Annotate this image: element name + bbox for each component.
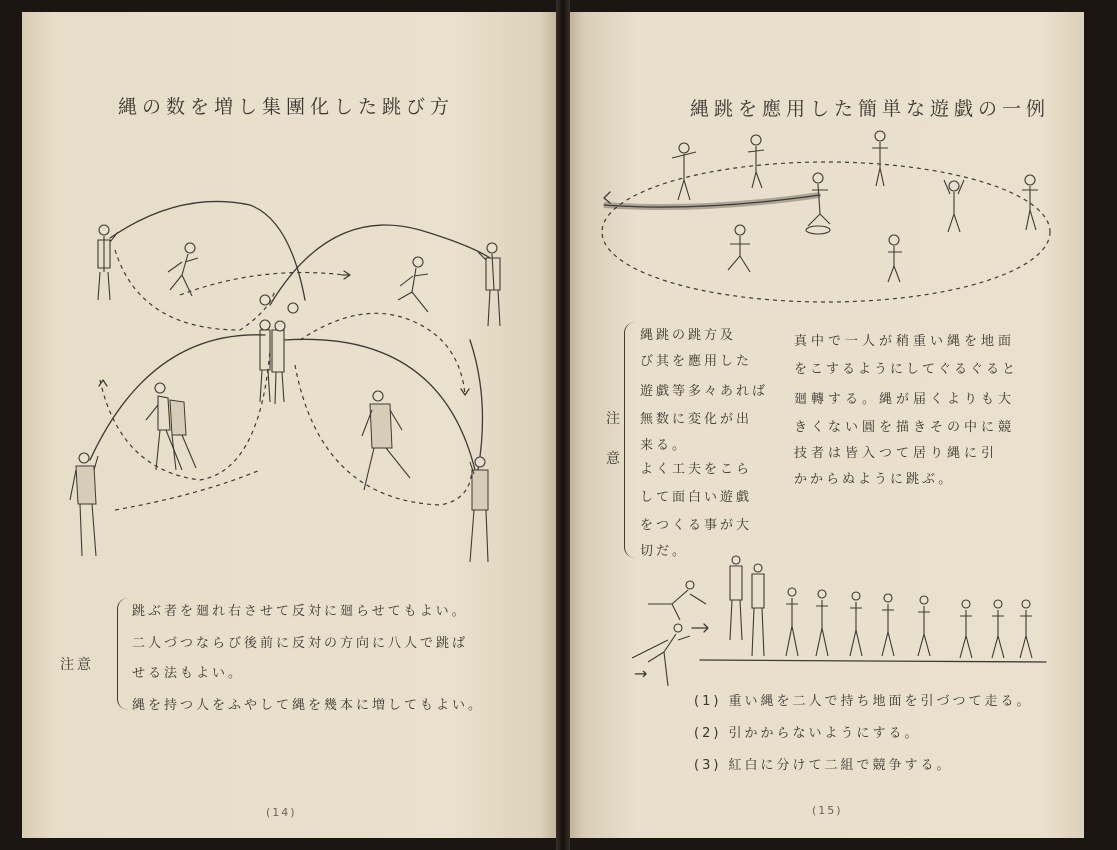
right-page-title: 縄跳を應用した簡単な遊戯の一例 (690, 98, 1051, 120)
right-note-label-1: 注 (606, 411, 623, 427)
right-arrow-label: → (634, 664, 650, 683)
left-rope-diagram (90, 201, 490, 510)
right-desc-line-5: 技者は皆入つて居り縄に引 (794, 446, 999, 461)
left-note-line-4: 縄を持つ人をふやして縄を幾本に増してもよい。 (132, 698, 485, 713)
right-note-line-2: び其を應用した (640, 354, 753, 369)
right-note-line-9: 切だ。 (640, 544, 689, 559)
left-note-line-2: 二人づつならび後前に反対の方向に八人で跳ば (132, 636, 469, 651)
right-desc-line-2: をこするようにしてぐるぐると (794, 362, 1019, 377)
right-desc-line-6: かからぬように跳ぶ。 (794, 472, 955, 487)
left-page-number: (14) (266, 806, 297, 819)
right-game-diagram (602, 131, 1050, 686)
left-page-title: 縄の数を増し集團化した跳び方 (118, 96, 455, 118)
right-note-line-1: 縄跳の跳方及 (640, 328, 737, 343)
right-step-3: (3) 紅白に分けて二組で競争する。 (694, 758, 953, 773)
right-desc-line-4: きくない圓を描きその中に競 (794, 420, 1016, 435)
right-note-line-6: よく工夫をこら (640, 462, 753, 477)
left-note-line-1: 跳ぶ者を廻れ右させて反対に廻らせてもよい。 (132, 604, 468, 619)
right-note-line-4: 無数に変化が出 (640, 412, 753, 427)
right-desc-line-3: 廻轉する。縄が届くよりも大 (794, 392, 1016, 407)
right-step-1: (1) 重い縄を二人で持ち地面を引づつて走る。 (694, 694, 1033, 709)
right-note-label-2: 意 (606, 451, 623, 467)
left-figures (70, 225, 500, 562)
right-note-line-5: 来る。 (640, 438, 689, 453)
right-desc-line-1: 真中で一人が稍重い縄を地面 (794, 334, 1016, 349)
left-note-label: 注意 (60, 657, 94, 673)
right-note-line-8: をつくる事が大 (640, 518, 753, 533)
right-note-line-7: して面白い遊戯 (640, 490, 753, 505)
right-note-line-3: 遊戯等多々あれば (640, 384, 769, 399)
left-note-line-3: せる法もよい。 (132, 666, 245, 681)
right-page-number: (15) (812, 804, 843, 817)
line-of-children (730, 556, 1032, 658)
right-step-2: (2) 引かからないようにする。 (694, 726, 921, 741)
